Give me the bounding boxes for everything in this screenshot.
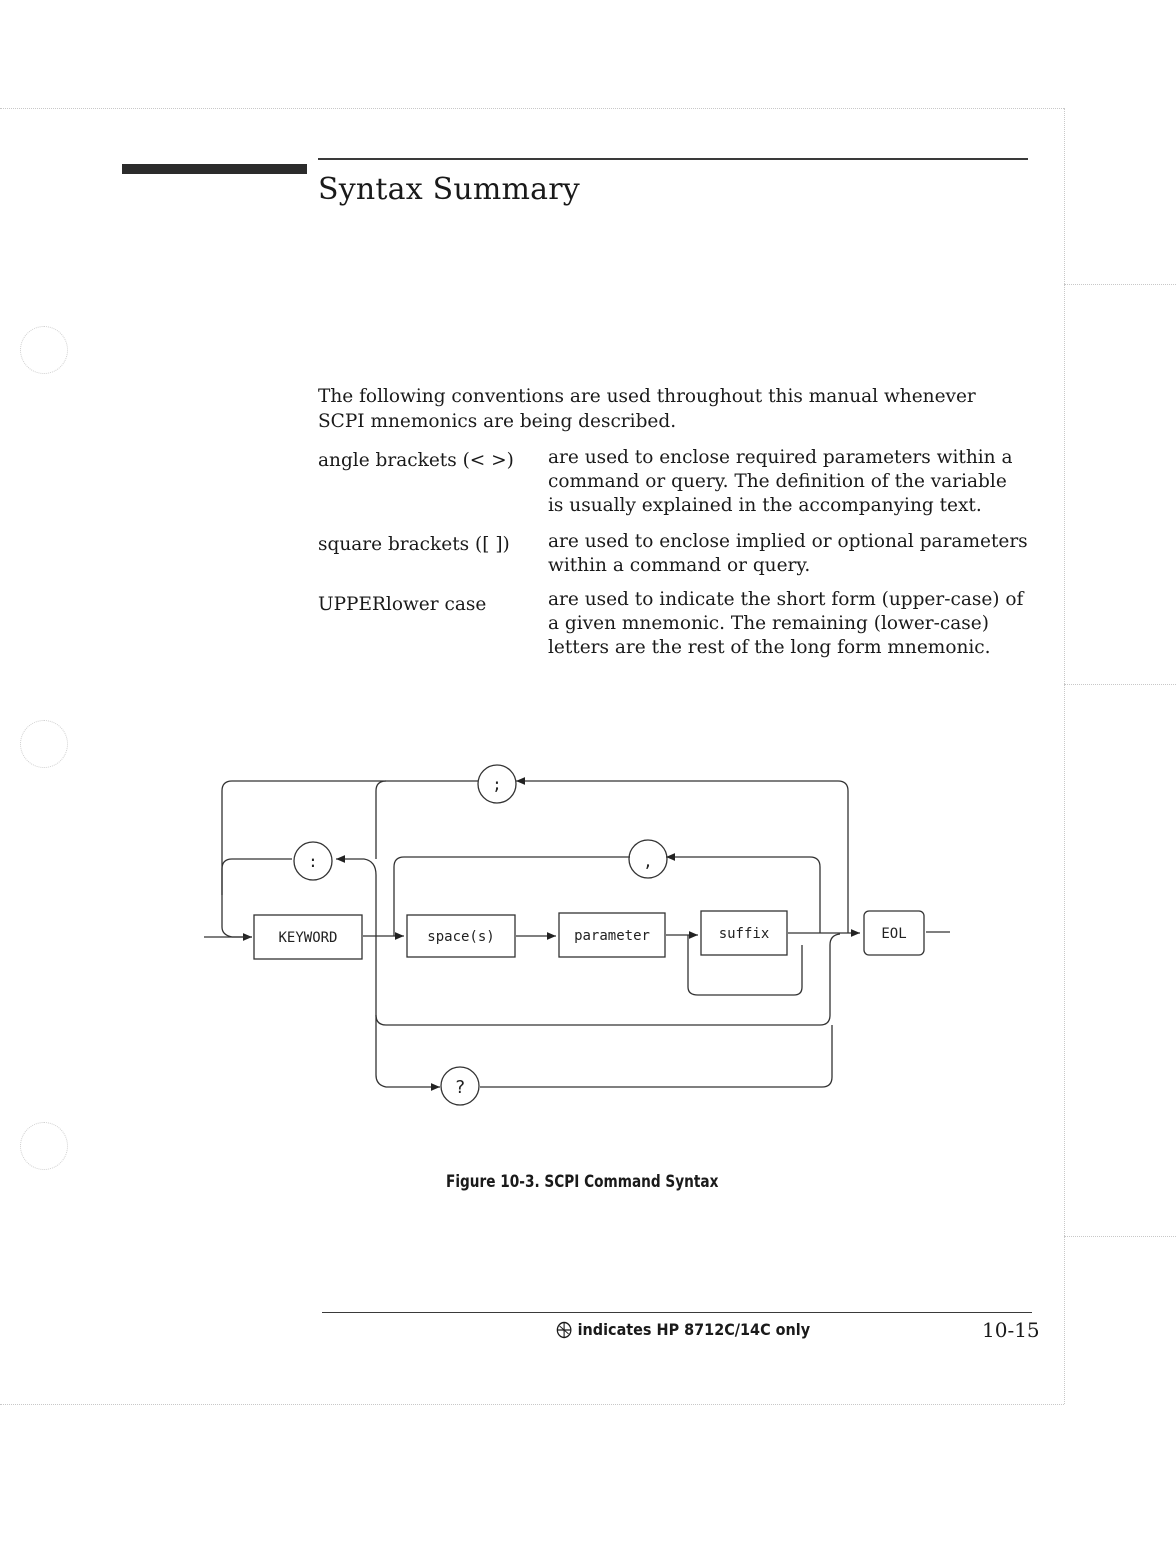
hp-model-icon [556,1321,572,1339]
colon-return [336,859,376,936]
colon-path [222,859,292,895]
spaces-label: space(s) [427,929,495,945]
intro-paragraph: The following conventions are used throughout this manual whenever SCPI mnemonics are being described. [318,386,976,432]
query-out [480,1025,832,1087]
section-rule [318,158,1028,160]
scpi-syntax-diagram [190,755,970,1115]
page-edge-top [0,108,1064,109]
tab-divider-2 [1064,684,1176,685]
comma-label: , [643,852,653,871]
punch-hole-middle [20,720,68,768]
convention-desc-square: are used to enclose implied or optional parameters within a command or query. [548,531,1028,576]
page-edge-bottom [0,1404,1064,1405]
colon-label: : [308,852,318,871]
figure-caption: Figure 10-3. SCPI Command Syntax [446,1172,719,1191]
eol-label: EOL [881,926,907,942]
convention-term-angle: angle brackets (< >) [318,450,514,471]
param-bypass [376,934,840,1025]
comma-path [394,857,630,936]
semicolon-label: ; [492,775,502,794]
punch-hole-top [20,326,68,374]
convention-desc-angle: are used to enclose required parameters within a command or query. The definition of the variable is usually explained in the accompanying text. [548,447,1013,516]
parameter-label: parameter [574,928,650,944]
comma-return [666,857,820,933]
page-edge-right [1064,108,1065,1404]
footer-note [556,1320,810,1339]
colon-to-top [376,781,386,859]
query-in [376,1015,440,1087]
convention-term-case: UPPERlower case [318,594,487,615]
convention-term-square: square brackets ([ ]) [318,534,510,555]
footer-note-text: indicates HP 8712C/14C only [577,1320,811,1339]
punch-hole-bottom [20,1122,68,1170]
tab-divider-3 [1064,1236,1176,1237]
query-label: ? [454,1077,466,1098]
section-bar [122,164,307,174]
footer-rule [322,1312,1032,1313]
tab-divider-1 [1064,284,1176,285]
suffix-label: suffix [718,926,770,942]
page-title: Syntax Summary [318,172,580,207]
keyword-label: KEYWORD [278,930,338,946]
page-number: 10-15 [982,1318,1040,1342]
convention-desc-case: are used to indicate the short form (upper-case) of a given mnemonic. The remaining (lower-case) letters are the rest of the long form mnemonic. [548,589,1024,658]
suffix-bypass [688,935,802,995]
